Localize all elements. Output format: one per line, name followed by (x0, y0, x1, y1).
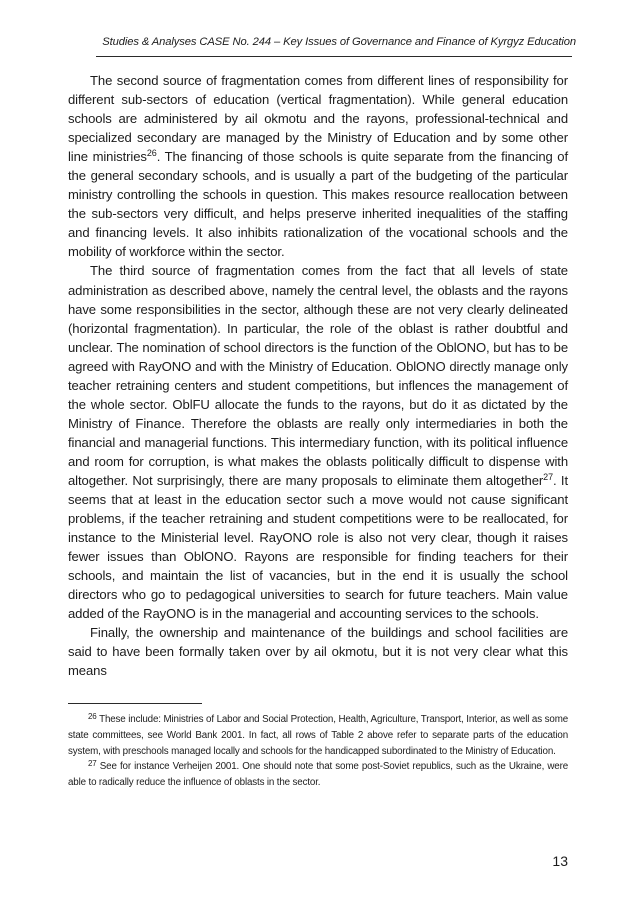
body-text (68, 71, 568, 681)
footnote-27 (68, 759, 568, 791)
paragraph-text: The second source of fragmentation comes from different lines of responsibility for different sub-sectors of education (vertical fragmentation). While general education schools are administered by ail okmotu and the rayons, professional-technical and specialized secondary are managed by the Ministry of Education and by some other line ministries (68, 73, 568, 165)
paragraph-text: . The financing of those schools is quite separate from the financing of the general secondary schools, and is usually a part of the budgeting of the particular ministry controlling the schools in question. This makes resource reallocation between the sub-sectors very difficult, and helps preserve inherited inequalities of the staffing and financing levels. It also inhibits rationalization of the vocational schools and the mobility of workforce within the sector. (68, 149, 569, 260)
running-header: Studies & Analyses CASE No. 244 – Key Issues of Governance and Finance of Kyrgyz Education (102, 36, 576, 48)
paragraph-horizontal-fragmentation (68, 261, 568, 623)
footnote-mark: 26 (88, 712, 97, 721)
paragraph-text: The third source of fragmentation comes from the fact that all levels of state administration as described above, namely the central level, the oblasts and the rayons have some responsibilities in the sector, although these are not very clearly delineated (horizontal fragmentation). In particular, the role of the oblast is rather doubtful and unclear. The nomination of school directors is the function of the OblONO, but has to be agreed with RayONO and with the Ministry of Education. OblONO directly manage only teacher retraining centers and student competitions, but inflences the management of the whole sector. OblFU allocate the funds to the rayons, but do it as dictated by the Ministry of Finance. Therefore the oblasts are really only intermediaries in both the financial and managerial functions. This intermediary function, with its political influence and room for corruption, is what makes the oblasts politically difficult to dispense with altogether. Not surprisingly, there are many proposals to eliminate them altogether (68, 263, 568, 488)
footnote-ref-26[interactable]: 26 (146, 148, 157, 159)
paragraph-ownership: Finally, the ownership and maintenance of the buildings and school facilities are said to have been formally taken over by ail okmotu, but it is not very clear what this means (68, 625, 568, 679)
page-number: 13 (552, 853, 568, 869)
header-rule (96, 56, 572, 57)
paragraph-text: . It seems that at least in the education sector such a move would not cause significant problems, if the teacher retraining and student competitions were to be reallocated, for instance to the Ministerial level. RayONO role is also not very clear, though it raises fewer issues than OblONO. Rayons are responsible for finding teachers for their schools, and maintain the list of vacancies, but in the end it is usually the school directors who go to pedagogical universities to search for future teachers. Main value added of the RayONO is in the managerial and accounting services to the schools. (68, 472, 568, 622)
paragraph-vertical-fragmentation (68, 71, 568, 261)
footnotes (68, 712, 568, 791)
footnote-mark: 27 (88, 759, 97, 769)
footnote-26 (68, 712, 568, 759)
footnote-separator (68, 703, 202, 704)
footnote-text: See for instance Verheijen 2001. One should note that some post-Soviet republics, such as the Ukraine, were able to radically reduce the influence of oblasts in the sector. (68, 761, 568, 789)
footnote-ref-27[interactable]: 27 (543, 471, 553, 482)
footnote-text: These include: Ministries of Labor and Social Protection, Health, Agriculture, Transport, Interior, as well as some state committees, see World Bank 2001. In fact, all rows of Table 2 above refer to separate parts of the education system, with preschools managed locally and schools for the handicapped subordinated to the Ministry of Education. (68, 714, 568, 757)
